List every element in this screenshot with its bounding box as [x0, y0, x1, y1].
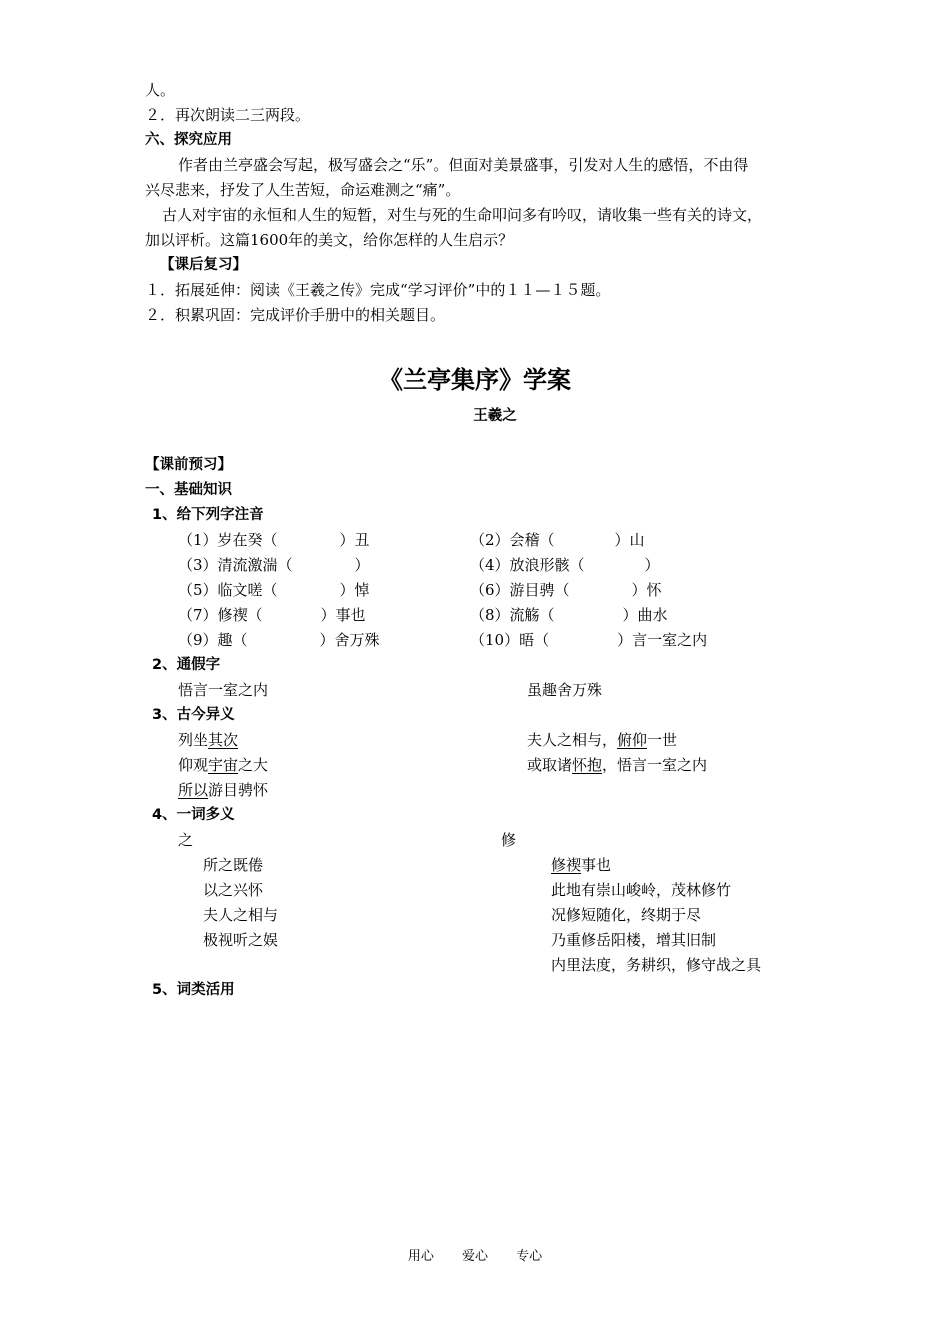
text-line: 夫人之相与，俯仰一世 — [527, 731, 678, 749]
question-heading: 5、词类活用 — [152, 982, 235, 998]
question-heading: 1、给下列字注音 — [152, 507, 264, 523]
section-heading: 六、探究应用 — [145, 132, 232, 148]
pinyin-item: （3）清流激湍（ ） — [178, 556, 370, 574]
pinyin-item: （7）修禊（ ）事也 — [178, 606, 366, 624]
text-line: 人。 — [145, 81, 176, 99]
footer — [0, 1248, 950, 1266]
paragraph-line: 加以评析。这篇1600年的美文，给你怎样的人生启示？ — [145, 231, 514, 249]
underlined-word: 俯仰 — [617, 731, 648, 749]
text-line: 况修短随化，终期于尽 — [551, 906, 702, 924]
question-heading: 3、古今异义 — [152, 707, 235, 723]
question-heading: 2、通假字 — [152, 657, 221, 673]
text-line: 夫人之相与 — [203, 906, 279, 924]
pinyin-item: （1）岁在癸（ ）丑 — [178, 531, 370, 549]
text-line: 所之既倦 — [203, 856, 264, 874]
pinyin-item: （4）放浪形骸（ ） — [470, 556, 660, 574]
keyword: 修 — [501, 831, 517, 849]
text-line: 极视听之娱 — [203, 931, 279, 949]
text-line: 内里法度，务耕织，修守战之具 — [551, 956, 762, 974]
text-line: 虽趣舍万殊 — [527, 681, 603, 699]
underlined-word: 怀抱 — [572, 756, 603, 774]
review-heading: 【课后复习】 — [160, 257, 247, 273]
pinyin-item: （8）流觞（ ）曲水 — [470, 606, 668, 624]
underlined-word: 所以 — [178, 781, 209, 799]
text-line: ２．再次朗读二三两段。 — [145, 106, 311, 124]
footer-text: 专心 — [516, 1249, 543, 1264]
underlined-word: 宇宙 — [208, 756, 239, 774]
footer-text: 用心 — [407, 1249, 434, 1264]
pinyin-item: （9）趣（ ）舍万殊 — [178, 631, 380, 649]
text-line: 以之兴怀 — [203, 881, 264, 899]
text-line: 悟言一室之内 — [178, 681, 269, 699]
pinyin-item: （5）临文嗟（ ）悼 — [178, 581, 370, 599]
page-title: 《兰亭集序》学案 — [379, 366, 571, 394]
text-line: 修禊事也 — [551, 856, 612, 874]
text-line: 或取诸怀抱，悟言一室之内 — [527, 756, 708, 774]
keyword: 之 — [178, 831, 194, 849]
underlined-word: 修禊 — [551, 856, 582, 874]
text-line: 列坐其次 — [178, 731, 239, 749]
text-line: 乃重修岳阳楼，增其旧制 — [551, 931, 717, 949]
preview-heading: 【课前预习】 — [145, 457, 232, 473]
paragraph-line: 古人对宇宙的永恒和人生的短暂，对生与死的生命叩问多有吟叹，请收集一些有关的诗文， — [162, 206, 763, 224]
text-line: ２．积累巩固：完成评价手册中的相关题目。 — [145, 306, 446, 324]
text-line: 所以游目骋怀 — [178, 781, 269, 799]
author: 王羲之 — [473, 408, 517, 424]
text-line: 仰观宇宙之大 — [178, 756, 269, 774]
paragraph-line: 作者由兰亭盛会写起，极写盛会之“乐”。但面对美景盛事，引发对人生的感悟，不由得 — [178, 156, 749, 174]
question-heading: 4、一词多义 — [152, 807, 235, 823]
text-line: １．拓展延伸：阅读《王羲之传》完成“学习评价”中的１１—１５题。 — [145, 281, 611, 299]
text-line: 此地有崇山峻岭，茂林修竹 — [551, 881, 732, 899]
underlined-word: 其次 — [208, 731, 239, 749]
footer-text: 爱心 — [461, 1249, 488, 1264]
pinyin-item: （10）晤（ ）言一室之内 — [470, 631, 708, 649]
paragraph-line: 兴尽悲来，抒发了人生苦短，命运难测之“痛”。 — [145, 181, 461, 199]
section-heading: 一、基础知识 — [145, 482, 232, 498]
pinyin-item: （2）会稽（ ）山 — [470, 531, 645, 549]
pinyin-item: （6）游目骋（ ）怀 — [470, 581, 662, 599]
